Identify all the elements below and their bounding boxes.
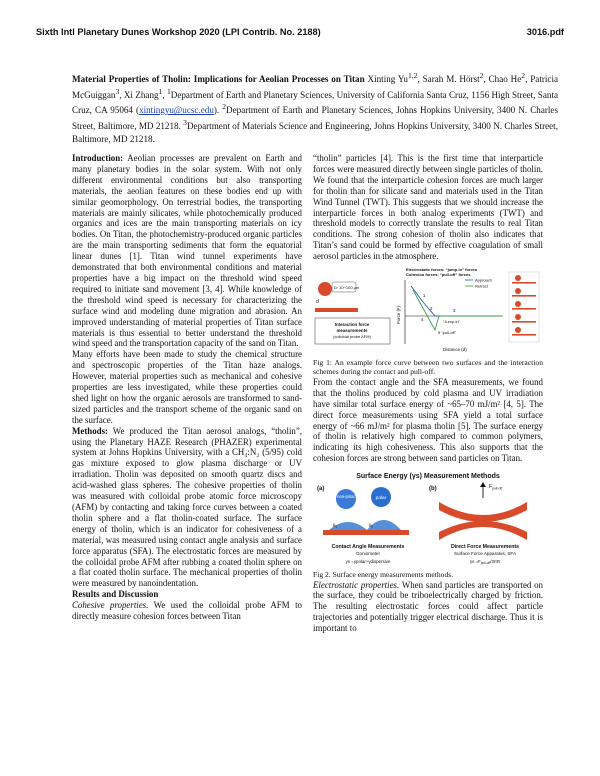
affiliation-mark: 3 [115,86,120,96]
affiliation-mark: 3 [183,117,187,127]
y-axis-label: Force (F) [396,306,401,325]
intro-text: Aeolian processes are prevalent on Earth and many planetary bodies in the solar system. With not only different environmental conditions but also transporting materials, the aeolian features on these bodies end up with similar geomorphology. On terrestrial bodies, the transporting materials are mainly silicates, while photochemically produced organics and ices are the main transporting materials on icy bodies. On Titan, the photochemistry-produced organic particles are the main transporting sediments that form the equatorial linear dunes [1]. Titan wind tunnel experiments have demonstrated that both environmental conditions and material properties have a big impact on the threshold wind speed required to initiate sand movement [3, 4]. While knowledge of the threshold wind speed is necessary for characterizing the surface wind and modeling dune migration and abrasion. An improved understanding of material properties of Titan surface materials is thus essential to better understand the threshold wind speed and the transportation capacity of the sand on Titan. [72,153,302,349]
figure-2-title: Surface Energy (γs) Measurement Methods [356,473,500,481]
methods-heading: Methods: [72,425,108,436]
affiliation-mark: 2 [521,71,526,80]
author: , Chao He [483,74,522,85]
paragraph: From the contact angle and the SFA measurements, we found that the tholins produced by cold plasma and UV irradiation have similar total surface energy of ~65–70 mJ/m² [4, 5]. The direct force measurements using SFA yield a total surface energy of ~66 mJ/m² for plasma tholin [5]. The surface energy of tholin is relatively high compared to common polymers, indicating its high cohesiveness. This also supports that the cohesion forces are strong between sand particles on Titan. [313,376,543,464]
box-label: Interaction force [334,322,370,328]
affiliation-mark: 1 [166,86,171,96]
electrostatic-paragraph [313,580,543,635]
nonpolar-label: non-polar [337,494,355,500]
tholin-flat-surface [315,308,358,312]
electrostatic-text: When sand particles are transported on the surface, they could be triboelectrically charged by friction. The resulting electrostatic forces could affect particle trajectories and potentially trigger electrical discharge. Thus it is important to [313,579,543,634]
affiliation-1: Department of Earth and Planetary Sciences, University of California Santa Cruz, 1156 High Street, Santa Cruz, CA 95064 ( [72,89,559,116]
paragraph: “tholin” particles [4]. This is the first time that interparticle forces were measured directly between single particles of tholin. We found that the interparticle cohesion forces are much larger for tholin than for silicate sand and materials used in the Titan Wind Tunnel (TWT). This suggests that we should increase the interparticle forces in both analog experiments (TWT) and threshold models to correctly translate the results to real Titan conditions. The strong cohesion of tholin also indicates that Titan’s sand could be formed by effective coagulation of small aerosol particles in the atmosphere. [313,153,543,262]
legend-title: Cohesion forces: “pull-off” forces [406,272,471,278]
affiliation-2: Department of Earth and Planetary Sciences, Johns Hopkins University, 3400 N. Charles Street, Baltimore, MD 21218. [72,105,558,131]
probe-size-label: D: 10~100 μm [334,285,360,291]
cohesive-heading: Cohesive properties. [72,600,149,611]
affiliation-1-end: ). [213,105,223,116]
step-number: 2 [430,306,433,312]
panel-b-label: (b) [429,486,437,493]
intro-paragraph [72,153,302,349]
goniometer-label: Goniometer [355,551,381,557]
interaction-schemes [509,272,539,342]
cohesive-text: We used the colloidal probe AFM to directly measure cohesion forces between Titan [72,600,302,622]
author: , Patricia McGuiggan [72,74,559,100]
step-number: 1 [423,293,426,299]
panel-a-label: (a) [317,486,325,493]
affiliation-mark: 2 [222,102,227,112]
paper-title: Material Properties of Tholin: Implications for Aeolian Processes on Titan [72,74,365,85]
author: , Xi Zhang [119,89,159,100]
methods-text: We produced the Titan aerosol analogs, “tholin”, using the Planetary HAZE Research (PHAZER) experimental system at Johns Hopkins University, with a CH₄:N₂ (5/95) cold gas mixture exposed to glow plasma discharge or UV irradiation. Tholin was deposited on smooth quartz discs and acid-washed glass spheres. The cohesive properties of tholin was measured with colloidal probe atomic force microscopy (AFM) by contacting and taking force curves between a coated tholin sphere and a flat tholin-coated surface. The surface energy of tholin, which is an indicator for cohesiveness of a material, was measured using contact angle analysis and surface force apparatus (SFA). The electrostatic forces are measured by the colloidal probe AFM after rubbing a coated tholin sphere on a flat coated tholin surface. The mechanical properties of tholin were measured by nanoindentation. [72,425,302,589]
left-column [72,153,302,622]
figure-2-caption: Fig 2. Surface energy measurements methods. [313,570,454,580]
results-heading: Results and Discussion [72,589,159,600]
figure-2-surface-energy-methods [313,468,543,568]
page-id: 3016.pdf [526,27,564,37]
methods-paragraph [72,426,302,590]
tholin-substrate [323,530,409,535]
email-link[interactable]: xintingyu@ucsc.edu [139,105,214,116]
contact-angle-formula: γs =γpolar+γdispersive [345,559,391,565]
x-axis-label: Distance (d) [443,347,467,353]
direct-force-label: Direct Force Measurements [450,544,520,551]
electrostatic-heading: Electrostatic properties. [313,579,400,590]
legend-retract: Retract [475,283,488,289]
sfa-formula: $\gamma s =F_{pull-off}/3\pi R$ [469,559,501,566]
figure-1-caption: Fig 1: An example force curve between two surfaces and the interaction schemes during the contact and pull-off. [313,358,543,377]
polar-label: polar [375,496,387,502]
cohesive-paragraph [72,600,302,622]
affiliation-mark: 2 [479,71,484,80]
affiliation-mark: 1 [158,86,163,96]
title-block [72,70,558,145]
distance-d-label: d [316,299,319,306]
affiliation-mark: 1,2 [407,71,418,80]
step-number: 3 [453,308,456,314]
author: Xinting Yu [364,74,408,85]
sfa-label: Surface Force Apparatus, SFA [453,551,517,557]
theta-1-label: θ₁ [333,523,337,529]
legend-approach: Approach [475,277,493,283]
nonpolar-droplet [336,489,356,509]
affiliation-3: Department of Materials Science and Engineering, Johns Hopkins University, 3400 N. Charles Street, Baltimore, MD 21218. [72,120,558,144]
right-column [313,153,543,634]
author: , Sarah M. Hörst [417,74,480,85]
box-label: measurements [336,328,368,334]
contact-angle-label: Contact Angle Measurements [331,544,405,551]
affiliation-text: , [162,89,167,100]
figure-1-force-curve [313,266,543,356]
theta-2-label: θ₂ [369,523,374,529]
intro-heading: Introduction: [72,153,124,163]
paragraph: Many efforts have been made to study the chemical structure and spectroscopic properties of the Titan haze analogs. However, material properties such as mechanical and cohesive properties are less investigated, while these properties could shed light on how the organic aerosols are transformed to sand-sized particles and the transport scheme of the organic sand on the surface. [72,349,302,425]
step-number: 4 [421,317,424,323]
box-label: (colloidal probe AFM) [333,334,371,340]
jump-in-label: “Jump-in” [443,319,460,325]
colloidal-probe-sphere [318,282,332,296]
running-header: Sixth Intl Planetary Dunes Workshop 2020 (LPI Contrib. No. 2188) [36,27,321,37]
legend-title: Electrostatic forces: “jump-in” forces [406,267,478,273]
fpull-off-label: $F_{pull-off}$ [489,484,503,491]
pull-off-label: 5 “pull-off” [438,330,456,336]
